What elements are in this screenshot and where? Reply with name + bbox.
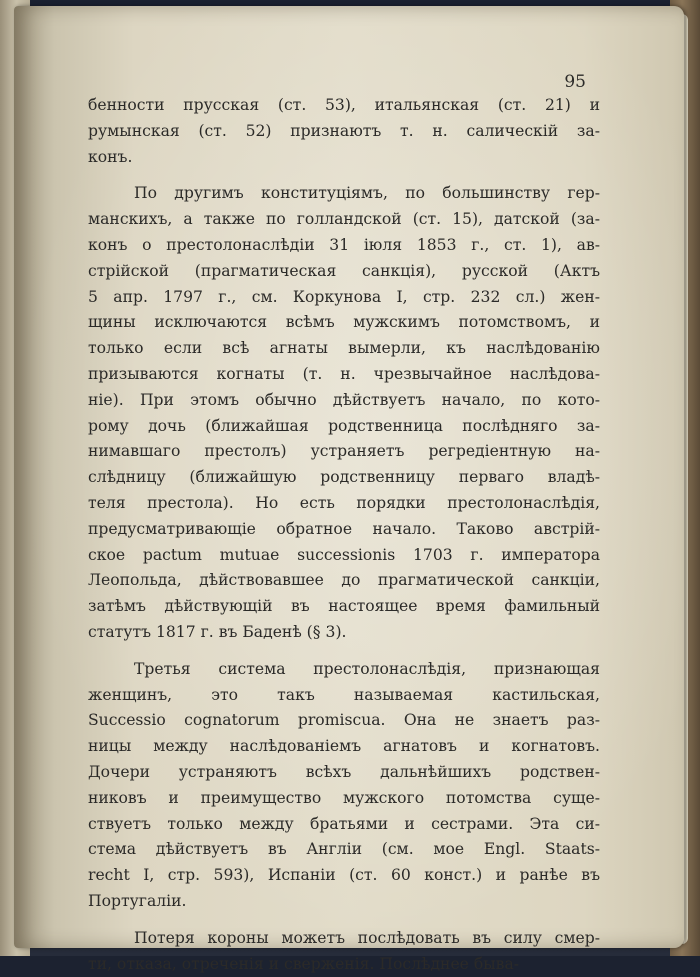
text-line: recht I, стр. 593), Испаніи (ст. 60 конст.) и ранѣе въ xyxy=(88,863,600,889)
text-line: Потеря короны можетъ послѣдовать въ силу смер- xyxy=(88,926,600,952)
text-line: стрійской (прагматическая санкція), русской (Актъ xyxy=(88,259,600,285)
text-line: щины исключаются всѣмъ мужскимъ потомствомъ, и xyxy=(88,310,600,336)
text-line: 5 апр. 1797 г., см. Коркунова І, стр. 232 сл.) жен- xyxy=(88,285,600,311)
text-line: теля престола). Но есть порядки престолонаслѣдія, xyxy=(88,491,600,517)
text-line: предусматривающіе обратное начало. Таково австрій- xyxy=(88,517,600,543)
text-line: нимавшаго престолъ) устраняетъ регредіентную на- xyxy=(88,439,600,465)
text-line: бенности прусская (ст. 53), итальянская (ст. 21) и xyxy=(88,93,600,119)
text-line: слѣдницу (ближайшую родственницу перваго владѣ- xyxy=(88,465,600,491)
paragraph-gap xyxy=(88,646,600,657)
text-line: конъ. xyxy=(88,145,600,171)
text-line: ское pactum mutuae successionis 1703 г. императора xyxy=(88,543,600,569)
text-line: статутъ 1817 г. въ Баденѣ (§ 3). xyxy=(88,620,600,646)
text-line: Третья система престолонаслѣдія, признающая xyxy=(88,657,600,683)
text-line: ніе). При этомъ обычно дѣйствуетъ начало, по кото- xyxy=(88,388,600,414)
book-page xyxy=(14,6,684,948)
text-line: Дочери устраняютъ всѣхъ дальнѣйшихъ родствен- xyxy=(88,760,600,786)
text-line: румынская (ст. 52) признаютъ т. н. салическій за- xyxy=(88,119,600,145)
text-line: По другимъ конституціямъ, по большинству гер- xyxy=(88,181,600,207)
text-line: никовъ и преимущество мужского потомства суще- xyxy=(88,786,600,812)
text-line: затѣмъ дѣйствующій въ настоящее время фамильный xyxy=(88,594,600,620)
text-line: манскихъ, а также по голландской (ст. 15), датской (за- xyxy=(88,207,600,233)
text-line: Successio cognatorum promiscua. Она не знаетъ раз- xyxy=(88,708,600,734)
text-line: конъ о престолонаслѣдіи 31 іюля 1853 г., ст. 1), ав- xyxy=(88,233,600,259)
page-number: 95 xyxy=(564,72,586,92)
text-line: ти, отказа, отреченія и сверженія. Послѣднее быва- xyxy=(88,952,600,977)
text-line: стема дѣйствуетъ въ Англіи (см. мое Engl. Staats- xyxy=(88,837,600,863)
text-line: призываются когнаты (т. н. чрезвычайное наслѣдова- xyxy=(88,362,600,388)
paragraph-gap xyxy=(88,170,600,181)
paragraph-gap xyxy=(88,915,600,926)
text-line: Португаліи. xyxy=(88,889,600,915)
text-line: женщинъ, это такъ называемая кастильская, xyxy=(88,683,600,709)
text-line: ницы между наслѣдованіемъ агнатовъ и когнатовъ. xyxy=(88,734,600,760)
text-line: рому дочь (ближайшая родственница послѣдняго за- xyxy=(88,414,600,440)
text-line: ствуетъ только между братьями и сестрами. Эта си- xyxy=(88,812,600,838)
text-body xyxy=(88,93,600,977)
text-line: только если всѣ агнаты вымерли, къ наслѣдованію xyxy=(88,336,600,362)
text-line: Леопольда, дѣйствовавшее до прагматической санкціи, xyxy=(88,568,600,594)
